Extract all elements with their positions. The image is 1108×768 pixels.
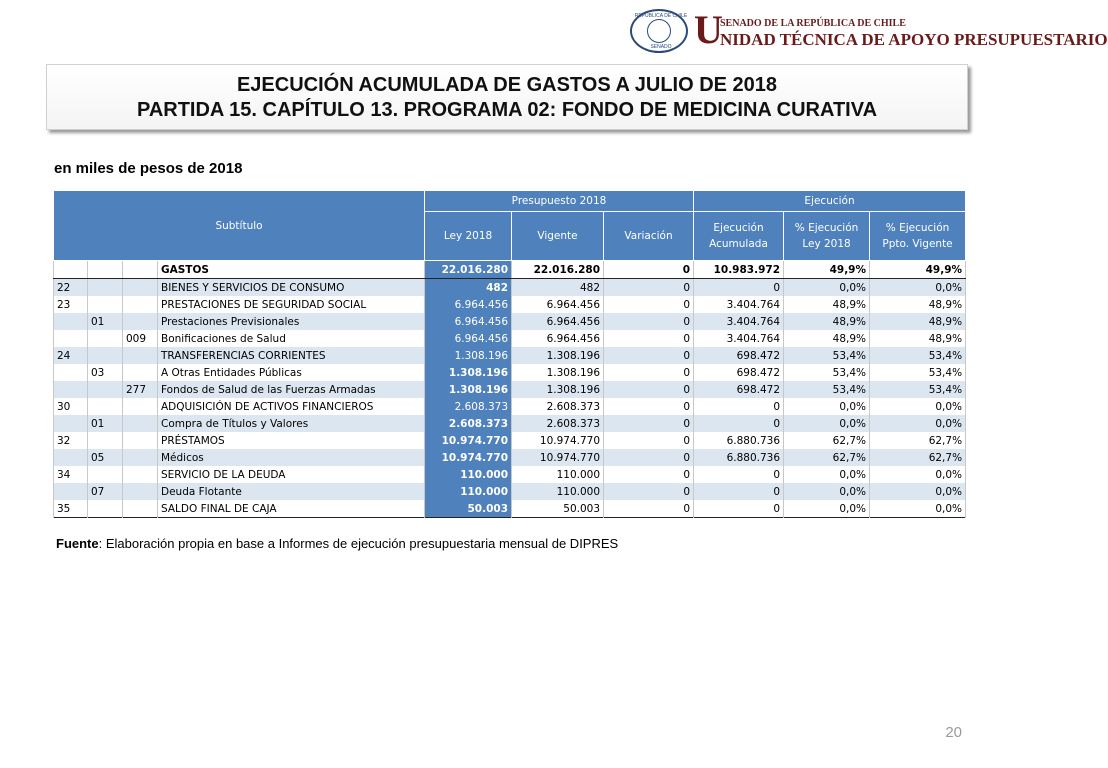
pct-ley-value: 0,0% [784, 415, 870, 432]
vigente-value: 2.608.373 [512, 415, 604, 432]
table-row [54, 313, 966, 330]
pct-ley-value: 0,0% [784, 483, 870, 500]
ley-value: 2.608.373 [425, 398, 512, 415]
pct-ley-value: 53,4% [784, 364, 870, 381]
pct-ley-value: 48,9% [784, 296, 870, 313]
ley-value: 1.308.196 [425, 381, 512, 398]
asig-code [123, 347, 158, 364]
item-code [88, 398, 123, 415]
description: Deuda Flotante [158, 483, 425, 500]
header-pct-ley [784, 212, 870, 261]
variacion-value: 0 [604, 364, 694, 381]
ley-value: 110.000 [425, 483, 512, 500]
ley-value: 10.974.770 [425, 449, 512, 466]
table-row [54, 381, 966, 398]
description: Bonificaciones de Salud [158, 330, 425, 347]
ejecucion-value: 0 [694, 466, 784, 483]
seal-emblem-icon [647, 19, 671, 43]
pct-ley-value: 48,9% [784, 313, 870, 330]
table-row [54, 364, 966, 381]
variacion-value: 0 [604, 347, 694, 364]
item-code [88, 330, 123, 347]
description: PRESTACIONES DE SEGURIDAD SOCIAL [158, 296, 425, 313]
item-code [88, 296, 123, 313]
vigente-value: 1.308.196 [512, 381, 604, 398]
table-row [54, 296, 966, 313]
ejecucion-value: 698.472 [694, 364, 784, 381]
pct-ley-value: 0,0% [784, 398, 870, 415]
ley-value: 1.308.196 [425, 347, 512, 364]
units-note: en miles de pesos de 2018 [54, 160, 243, 177]
vigente-value: 6.964.456 [512, 296, 604, 313]
subtitulo-code [54, 381, 88, 398]
ley-value: 50.003 [425, 500, 512, 518]
asig-code [123, 313, 158, 330]
header-pct-vig-l1: % Ejecución [885, 222, 950, 234]
budget-execution-table [53, 190, 966, 518]
asig-code [123, 364, 158, 381]
description: A Otras Entidades Públicas [158, 364, 425, 381]
variacion-value: 0 [604, 483, 694, 500]
pct-vigente-value: 0,0% [870, 483, 966, 500]
description: ADQUISICIÓN DE ACTIVOS FINANCIEROS [158, 398, 425, 415]
item-code: 01 [88, 415, 123, 432]
variacion-value: 0 [604, 500, 694, 518]
item-code [88, 261, 123, 279]
table-row [54, 449, 966, 466]
pct-ley-value: 0,0% [784, 500, 870, 518]
asig-code [123, 415, 158, 432]
subtitulo-code: 32 [54, 432, 88, 449]
variacion-value: 0 [604, 261, 694, 279]
source-label: Fuente [56, 536, 99, 551]
variacion-value: 0 [604, 415, 694, 432]
header-vigente: Vigente [512, 212, 604, 261]
vigente-value: 482 [512, 279, 604, 297]
table-row [54, 483, 966, 500]
subtitulo-code [54, 364, 88, 381]
brand-line2: NIDAD TÉCNICA DE APOYO PRESUPUESTARIO [720, 30, 1108, 49]
pct-ley-value: 48,9% [784, 330, 870, 347]
ejecucion-value: 3.404.764 [694, 296, 784, 313]
vigente-value: 6.964.456 [512, 330, 604, 347]
description: Prestaciones Previsionales [158, 313, 425, 330]
asig-code [123, 261, 158, 279]
title-line1: EJECUCIÓN ACUMULADA DE GASTOS A JULIO DE 2018 [236, 74, 778, 96]
title-line2: PARTIDA 15. CAPÍTULO 13. PROGRAMA 02: FONDO DE MEDICINA CURATIVA [136, 99, 878, 121]
item-code [88, 466, 123, 483]
ley-value: 6.964.456 [425, 330, 512, 347]
pct-vigente-value: 48,9% [870, 313, 966, 330]
item-code [88, 279, 123, 297]
pct-vigente-value: 0,0% [870, 415, 966, 432]
header-ejec-acum-l1: Ejecución [713, 222, 764, 234]
description: BIENES Y SERVICIOS DE CONSUMO [158, 279, 425, 297]
description: PRÉSTAMOS [158, 432, 425, 449]
subtitulo-code [54, 261, 88, 279]
pct-ley-value: 0,0% [784, 279, 870, 297]
subtitulo-code [54, 330, 88, 347]
variacion-value: 0 [604, 466, 694, 483]
header-variacion: Variación [604, 212, 694, 261]
asig-code [123, 398, 158, 415]
ejecucion-value: 6.880.736 [694, 432, 784, 449]
source-text: : Elaboración propia en base a Informes de ejecución presupuestaria mensual de DIPRES [98, 536, 619, 551]
subtitulo-code [54, 449, 88, 466]
ejecucion-value: 6.880.736 [694, 449, 784, 466]
vigente-value: 50.003 [512, 500, 604, 518]
table-row [54, 500, 966, 518]
table-row [54, 279, 966, 297]
pct-vigente-value: 53,4% [870, 381, 966, 398]
item-code: 05 [88, 449, 123, 466]
subtitulo-code [54, 483, 88, 500]
table-row-total [54, 261, 966, 279]
asig-code: 009 [123, 330, 158, 347]
description: GASTOS [158, 261, 425, 279]
asig-code [123, 466, 158, 483]
pct-vigente-value: 0,0% [870, 398, 966, 415]
senado-seal-logo [630, 9, 688, 53]
header-ejecucion-acumulada [694, 212, 784, 261]
header-pct-vig-l2: Ppto. Vigente [882, 238, 953, 250]
ejecucion-value: 0 [694, 500, 784, 518]
ejecucion-value: 10.983.972 [694, 261, 784, 279]
item-code: 03 [88, 364, 123, 381]
ley-value: 482 [425, 279, 512, 297]
subtitulo-code [54, 313, 88, 330]
pct-vigente-value: 0,0% [870, 279, 966, 297]
vigente-value: 1.308.196 [512, 347, 604, 364]
item-code [88, 432, 123, 449]
table-row [54, 330, 966, 347]
asig-code [123, 500, 158, 518]
header-presupuesto: Presupuesto 2018 [425, 191, 694, 212]
ley-value: 10.974.770 [425, 432, 512, 449]
item-code [88, 347, 123, 364]
ejecucion-value: 0 [694, 483, 784, 500]
pct-ley-value: 53,4% [784, 347, 870, 364]
pct-vigente-value: 53,4% [870, 364, 966, 381]
ejecucion-value: 0 [694, 415, 784, 432]
asig-code: 277 [123, 381, 158, 398]
description: TRANSFERENCIAS CORRIENTES [158, 347, 425, 364]
variacion-value: 0 [604, 313, 694, 330]
subtitulo-code: 23 [54, 296, 88, 313]
ley-value: 110.000 [425, 466, 512, 483]
description: SALDO FINAL DE CAJA [158, 500, 425, 518]
brand-letter: U [694, 7, 723, 52]
pct-vigente-value: 62,7% [870, 449, 966, 466]
pct-ley-value: 62,7% [784, 432, 870, 449]
vigente-value: 22.016.280 [512, 261, 604, 279]
header-pct-ley-l1: % Ejecución [794, 222, 859, 234]
header-ley: Ley 2018 [425, 212, 512, 261]
header-pct-vigente [870, 212, 966, 261]
ejecucion-value: 0 [694, 398, 784, 415]
source-note [56, 536, 618, 551]
item-code: 01 [88, 313, 123, 330]
ejecucion-value: 0 [694, 279, 784, 297]
table-row [54, 398, 966, 415]
pct-ley-value: 49,9% [784, 261, 870, 279]
asig-code [123, 296, 158, 313]
ley-value: 6.964.456 [425, 296, 512, 313]
vigente-value: 110.000 [512, 466, 604, 483]
item-code [88, 500, 123, 518]
header-ejec-acum-l2: Acumulada [709, 238, 768, 250]
ejecucion-value: 3.404.764 [694, 313, 784, 330]
item-code: 07 [88, 483, 123, 500]
pct-ley-value: 0,0% [784, 466, 870, 483]
ley-value: 2.608.373 [425, 415, 512, 432]
variacion-value: 0 [604, 279, 694, 297]
table-row [54, 466, 966, 483]
variacion-value: 0 [604, 432, 694, 449]
variacion-value: 0 [604, 330, 694, 347]
subtitulo-code: 30 [54, 398, 88, 415]
vigente-value: 10.974.770 [512, 432, 604, 449]
header-ejecucion: Ejecución [694, 191, 966, 212]
pct-vigente-value: 0,0% [870, 500, 966, 518]
asig-code [123, 449, 158, 466]
variacion-value: 0 [604, 398, 694, 415]
ley-value: 22.016.280 [425, 261, 512, 279]
ejecucion-value: 698.472 [694, 347, 784, 364]
description: Compra de Títulos y Valores [158, 415, 425, 432]
vigente-value: 1.308.196 [512, 364, 604, 381]
pct-ley-value: 62,7% [784, 449, 870, 466]
table-row [54, 432, 966, 449]
description: SERVICIO DE LA DEUDA [158, 466, 425, 483]
variacion-value: 0 [604, 296, 694, 313]
brand-line1: SENADO DE LA REPÚBLICA DE CHILE [720, 18, 906, 29]
pct-vigente-value: 53,4% [870, 347, 966, 364]
description: Fondos de Salud de las Fuerzas Armadas [158, 381, 425, 398]
seal-top-text: REPÚBLICA DE CHILE [634, 13, 688, 19]
subtitulo-code: 35 [54, 500, 88, 518]
subtitulo-code [54, 415, 88, 432]
subtitulo-code: 24 [54, 347, 88, 364]
asig-code [123, 432, 158, 449]
pct-vigente-value: 49,9% [870, 261, 966, 279]
vigente-value: 2.608.373 [512, 398, 604, 415]
vigente-value: 10.974.770 [512, 449, 604, 466]
ejecucion-value: 3.404.764 [694, 330, 784, 347]
vigente-value: 110.000 [512, 483, 604, 500]
pct-vigente-value: 48,9% [870, 296, 966, 313]
subtitulo-code: 34 [54, 466, 88, 483]
ejecucion-value: 698.472 [694, 381, 784, 398]
header-pct-ley-l2: Ley 2018 [802, 238, 851, 250]
pct-vigente-value: 48,9% [870, 330, 966, 347]
page-number: 20 [945, 724, 962, 741]
variacion-value: 0 [604, 449, 694, 466]
vigente-value: 6.964.456 [512, 313, 604, 330]
asig-code [123, 483, 158, 500]
table-row [54, 347, 966, 364]
variacion-value: 0 [604, 381, 694, 398]
ley-value: 1.308.196 [425, 364, 512, 381]
ley-value: 6.964.456 [425, 313, 512, 330]
item-code [88, 381, 123, 398]
asig-code [123, 279, 158, 297]
header-subtitulo: Subtítulo [54, 191, 425, 261]
seal-bottom-text: SENADO [650, 44, 672, 50]
table-row [54, 415, 966, 432]
description: Médicos [158, 449, 425, 466]
subtitulo-code: 22 [54, 279, 88, 297]
pct-vigente-value: 0,0% [870, 466, 966, 483]
pct-ley-value: 53,4% [784, 381, 870, 398]
pct-vigente-value: 62,7% [870, 432, 966, 449]
slide-title-box [46, 64, 968, 130]
